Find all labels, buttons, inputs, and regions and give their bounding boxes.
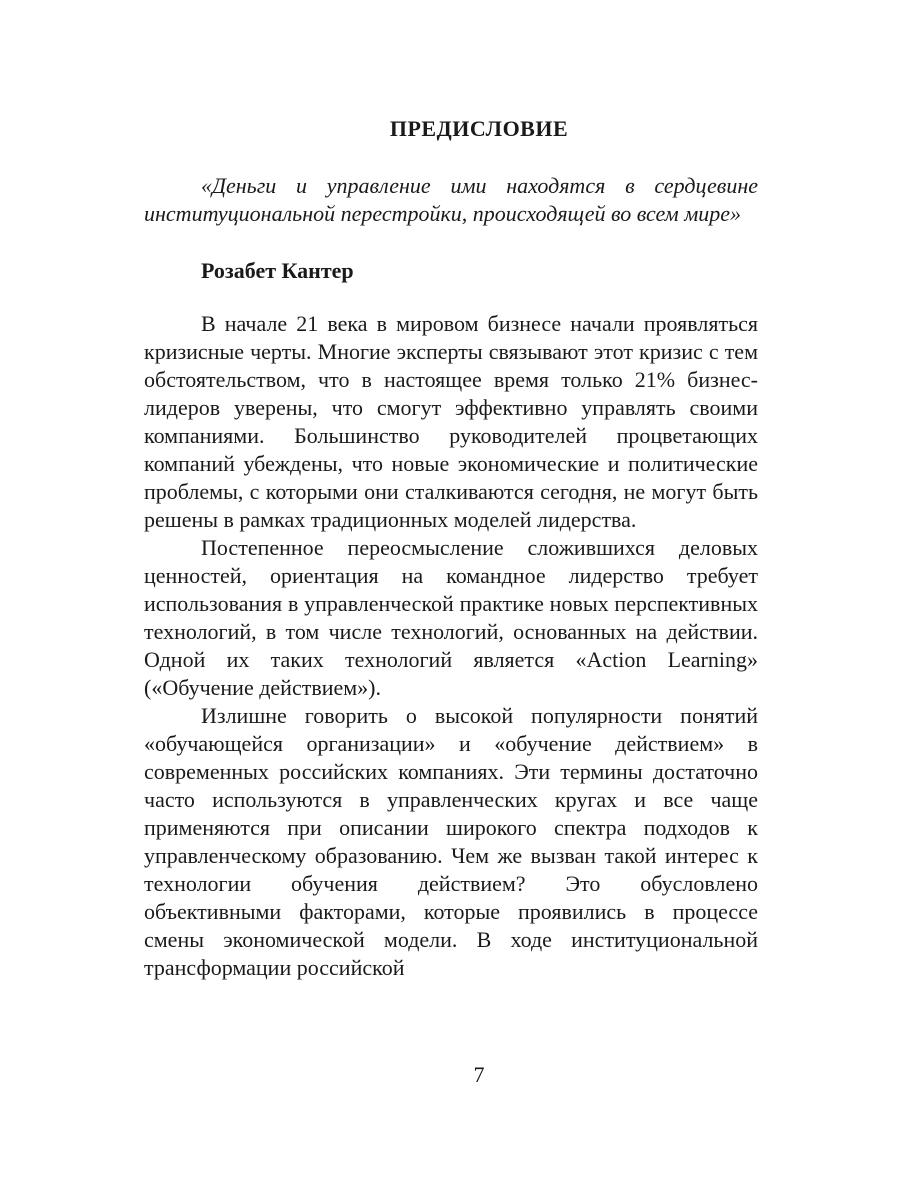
page-number: 7 [473, 1062, 485, 1087]
epigraph-author: Розабет Кантер [201, 258, 354, 283]
page-title: ПРЕДИСЛОВИЕ [389, 116, 569, 141]
body-text [144, 310, 758, 982]
epigraph-quote: «Деньги и управление ими находятся в сердцевине институциональной перестройки, происходящей во всем мире» [144, 173, 758, 226]
paragraph: В начале 21 века в мировом бизнесе начали проявляться кризисные черты. Многие эксперты связывают этот кризис с тем обстоятельством, что в настоящее время только 21% бизнес-лидеров уверены, что смогут эффективно управлять своими компаниями. Большинство руководителей процветающих компаний убеждены, что новые экономические и политические проблемы, с которыми они сталкиваются сегодня, не могут быть решены в рамках традиционных моделей лидерства. [144, 311, 758, 532]
paragraph: Излишне говорить о высокой популярности понятий «обучающейся организации» и «обучение действием» в современных российских компаниях. Эти термины достаточно часто используются в управленческих кругах и все чаще применяются при описании широкого спектра подходов к управленческому образованию. Чем же вызван такой интерес к технологии обучения действием? Это обусловлено объективными факторами, которые проявились в процессе смены экономической модели. В ходе институциональной трансформации российской [144, 703, 758, 980]
paragraph: Постепенное переосмысление сложившихся деловых ценностей, ориентация на командное лидерство требует использования в управленческой практике новых перспективных технологий, в том числе технологий, основанных на действии. Одной их таких технологий является «Action Learning» («Обучение действием»). [144, 535, 758, 700]
